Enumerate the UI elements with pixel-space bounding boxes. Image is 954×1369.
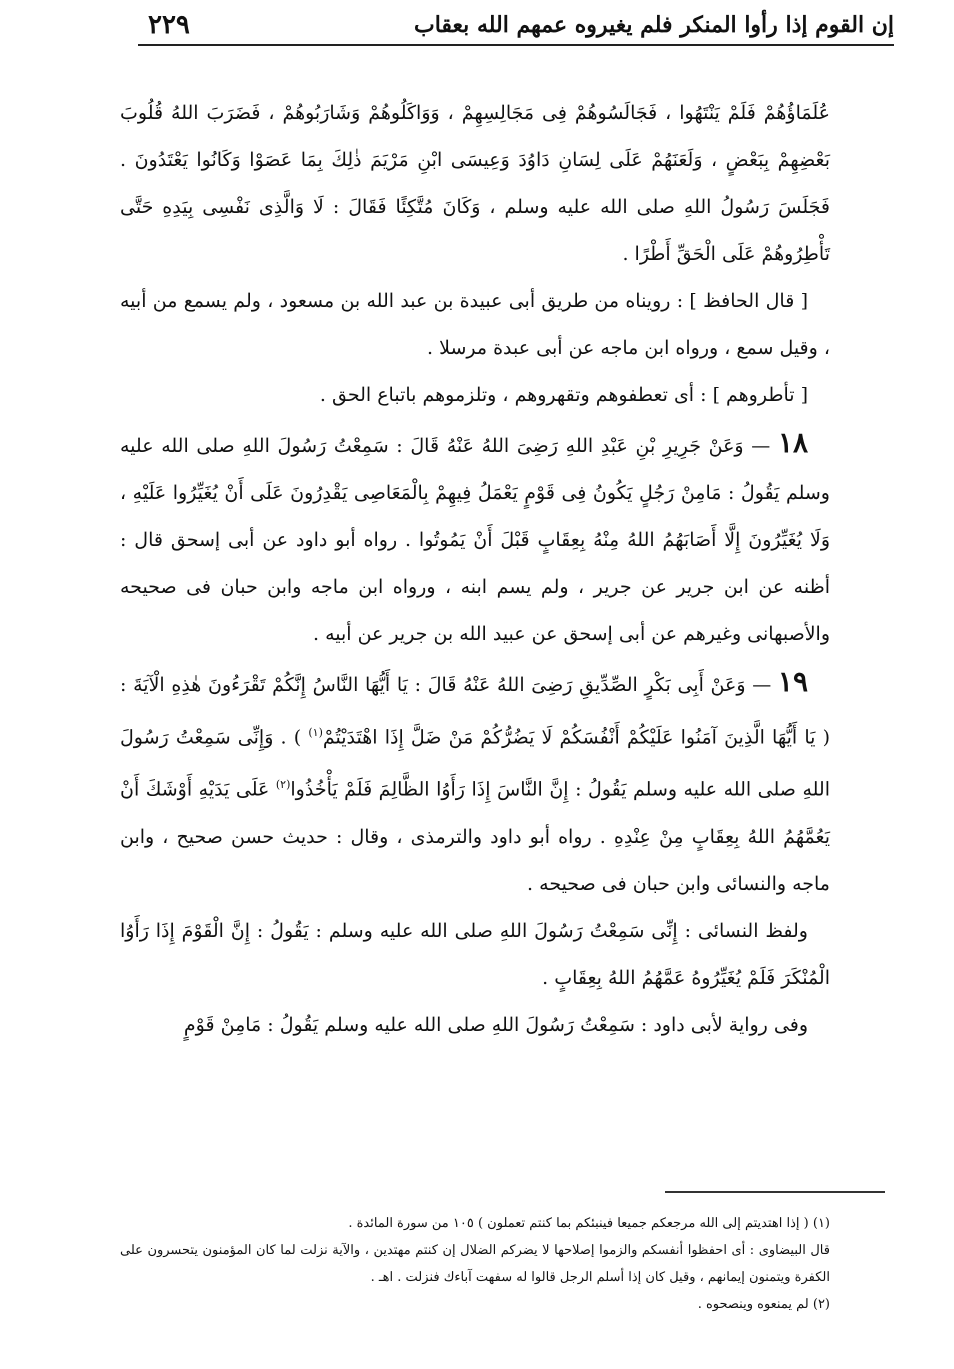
paragraph-abudawud: وفى رواية لأبى داود : سَمِعْتُ رَسُولَ اللهِ صلى الله عليه وسلم يَقُولُ : مَامِنْ قَوْمٍ [183,1013,808,1036]
paragraph-gloss: [ تأطروهم ] : أى تعطفوهم وتقهروهم ، وتلزموهم باتباع الحق . [319,384,808,406]
hadith-18 [120,419,830,658]
footnote-divider [665,1191,885,1193]
paragraph-hadith-continuation: عُلَمَاؤُهُمْ فَلَمْ يَنْتَهُوا ، فَجَالَسُوهُمْ فِى مَجَالِسِهِمْ ، وَوَاكَلُوهُمْ وَشَارَبُوهُمْ ، فَضَرَبَ اللهُ قُلُوبَ بَعْضِهِمْ بِبَعْضٍ ، وَلَعَنَهُمْ عَلَى لِسَانِ دَاوُدَ وَعِيسَى ابْنِ مَرْيَمَ ذٰلِكَ بِمَا عَصَوْا وَكَانُوا يَعْتَدُونَ . فَجَلَسَ رَسُولُ اللهِ صلى الله عليه وسلم ، وَكَانَ مُتَّكِئًا فَقَالَ : لَا وَالَّذِى نَفْسِى بِيَدِهِ حَتَّى تَأْطِرُوهُمْ عَلَى الْحَقِّ أَطْرًا . [120,102,830,265]
paragraph-nasai: ولفظ النسائى : إِنِّى سَمِعْتُ رَسُولَ اللهِ صلى الله عليه وسلم : يَقُولُ : إِنَّ الْقَوْمَ إِذَا رَأَوُا الْمُنْكَرَ فَلَمْ يُغَيِّرُوهُ عَمَّهُمُ اللهُ بِعِقَابٍ . [120,919,830,989]
footnote-2: (٢) لم يمنعوه وينصحوه . [697,1297,830,1312]
main-text [120,90,830,1049]
page-number: ٢٢٩ [148,10,190,40]
footnote-ref-1: (١) [308,726,323,739]
footnote-1-commentary: قال البيضاوى : أى احفظوا أنفسكم والزموا إصلاحها لا يضركم الضلال إن كنتم مهتدين ، والآية نزلت لما كان المؤمنون يتحسرون على الكفرة ويتمنون إيمانهم ، وقيل كان إذا أسلم الرجل قالوا له سفهت آباءك فنزلت . اهـ . [120,1243,830,1285]
hadith-number-18: ١٨ [777,426,809,459]
footnotes [120,1210,830,1318]
hadith-18-text: — وَعَنْ جَرِيرِ بْنِ عَبْدِ اللهِ رَضِىَ اللهُ عَنْهُ قَالَ : سَمِعْتُ رَسُولَ اللهِ صلى الله عليه وسلم يَقُولُ : مَامِنْ رَجُلٍ يَكُونُ فِى قَوْمٍ يَعْمَلُ فِيهِمْ بِالْمَعَاصِى يَقْدِرُونَ عَلَى أَنْ يُغَيِّرُوا عَلَيْهِ ، وَلَا يُغَيِّرُونَ إِلَّا أَصَابَهُمُ اللهُ مِنْهُ بِعِقَابٍ قَبْلَ أَنْ يَمُوتُوا . رواه أبو داود عن أبى إسحق قال : أظنه عن ابن جرير عن جرير ، ولم يسم ابنه ، ورواه ابن ماجه وابن حبان فى صحيحه والأصبهانى وغيرهم عن أبى إسحق عن عبيد الله بن جرير عن أبيه . [120,435,830,645]
footnote-1: (١) ( إذا اهتديتم إلى الله مرجعكم جميعا فينبئكم بما كنتم تعملون ) ١٠٥ من سورة المائدة . [348,1216,830,1231]
running-title: إن القوم إذا رأوا المنكر فلم يغيروه عمهم الله بعقاب [414,12,894,38]
hadith-19-text-a: — وَعَنْ أَبِى بَكْرٍ الصِّدِّيقِ رَضِىَ اللهُ عَنْهُ قَالَ : يَا أَيُّهَا النَّاسُ إِنَّكُمْ تَقْرَءُونَ هٰذِهِ الْآيَةَ : ( يَا أَيُّهَا الَّذِينَ آمَنُوا عَلَيْكُمْ أَنْفُسَكُمْ لَا يَضُرُّكُمْ مَنْ ضَلَّ إِذَا اهْتَدَيْتُمْ [120,674,831,749]
hadith-number-19: ١٩ [777,665,808,698]
hadith-19 [120,658,830,908]
footnote-ref-2: (٢) [275,778,291,792]
hadith-19-text-c: عَلَى يَدَيْهِ أَوْشَكَ أَنْ يَعُمَّهُمُ اللهُ بِعِقَابٍ مِنْ عِنْدِهِ . رواه أبو داود والترمذى ، وقال : حديث حسن صحيح ، وابن ماجه والنسائى وابن حبان فى صحيحه . [120,778,830,895]
page-header [138,6,894,46]
hadith-19-text-b: ) . وَإِنِّى سَمِعْتُ رَسُولَ اللهِ صلى الله عليه وسلم يَقُولُ : إِنَّ النَّاسَ إِذَا رَأَوُا الظَّالِمَ فَلَمْ يَأْخُذُوا [120,726,830,801]
paragraph-hafiz-note: [ قال الحافظ ] : رويناه من طريق أبى عبيدة بن عبد الله بن مسعود ، ولم يسمع من أبيه ، وقيل سمع ، ورواه ابن ماجه عن أبى عبدة مرسلا . [120,290,830,359]
